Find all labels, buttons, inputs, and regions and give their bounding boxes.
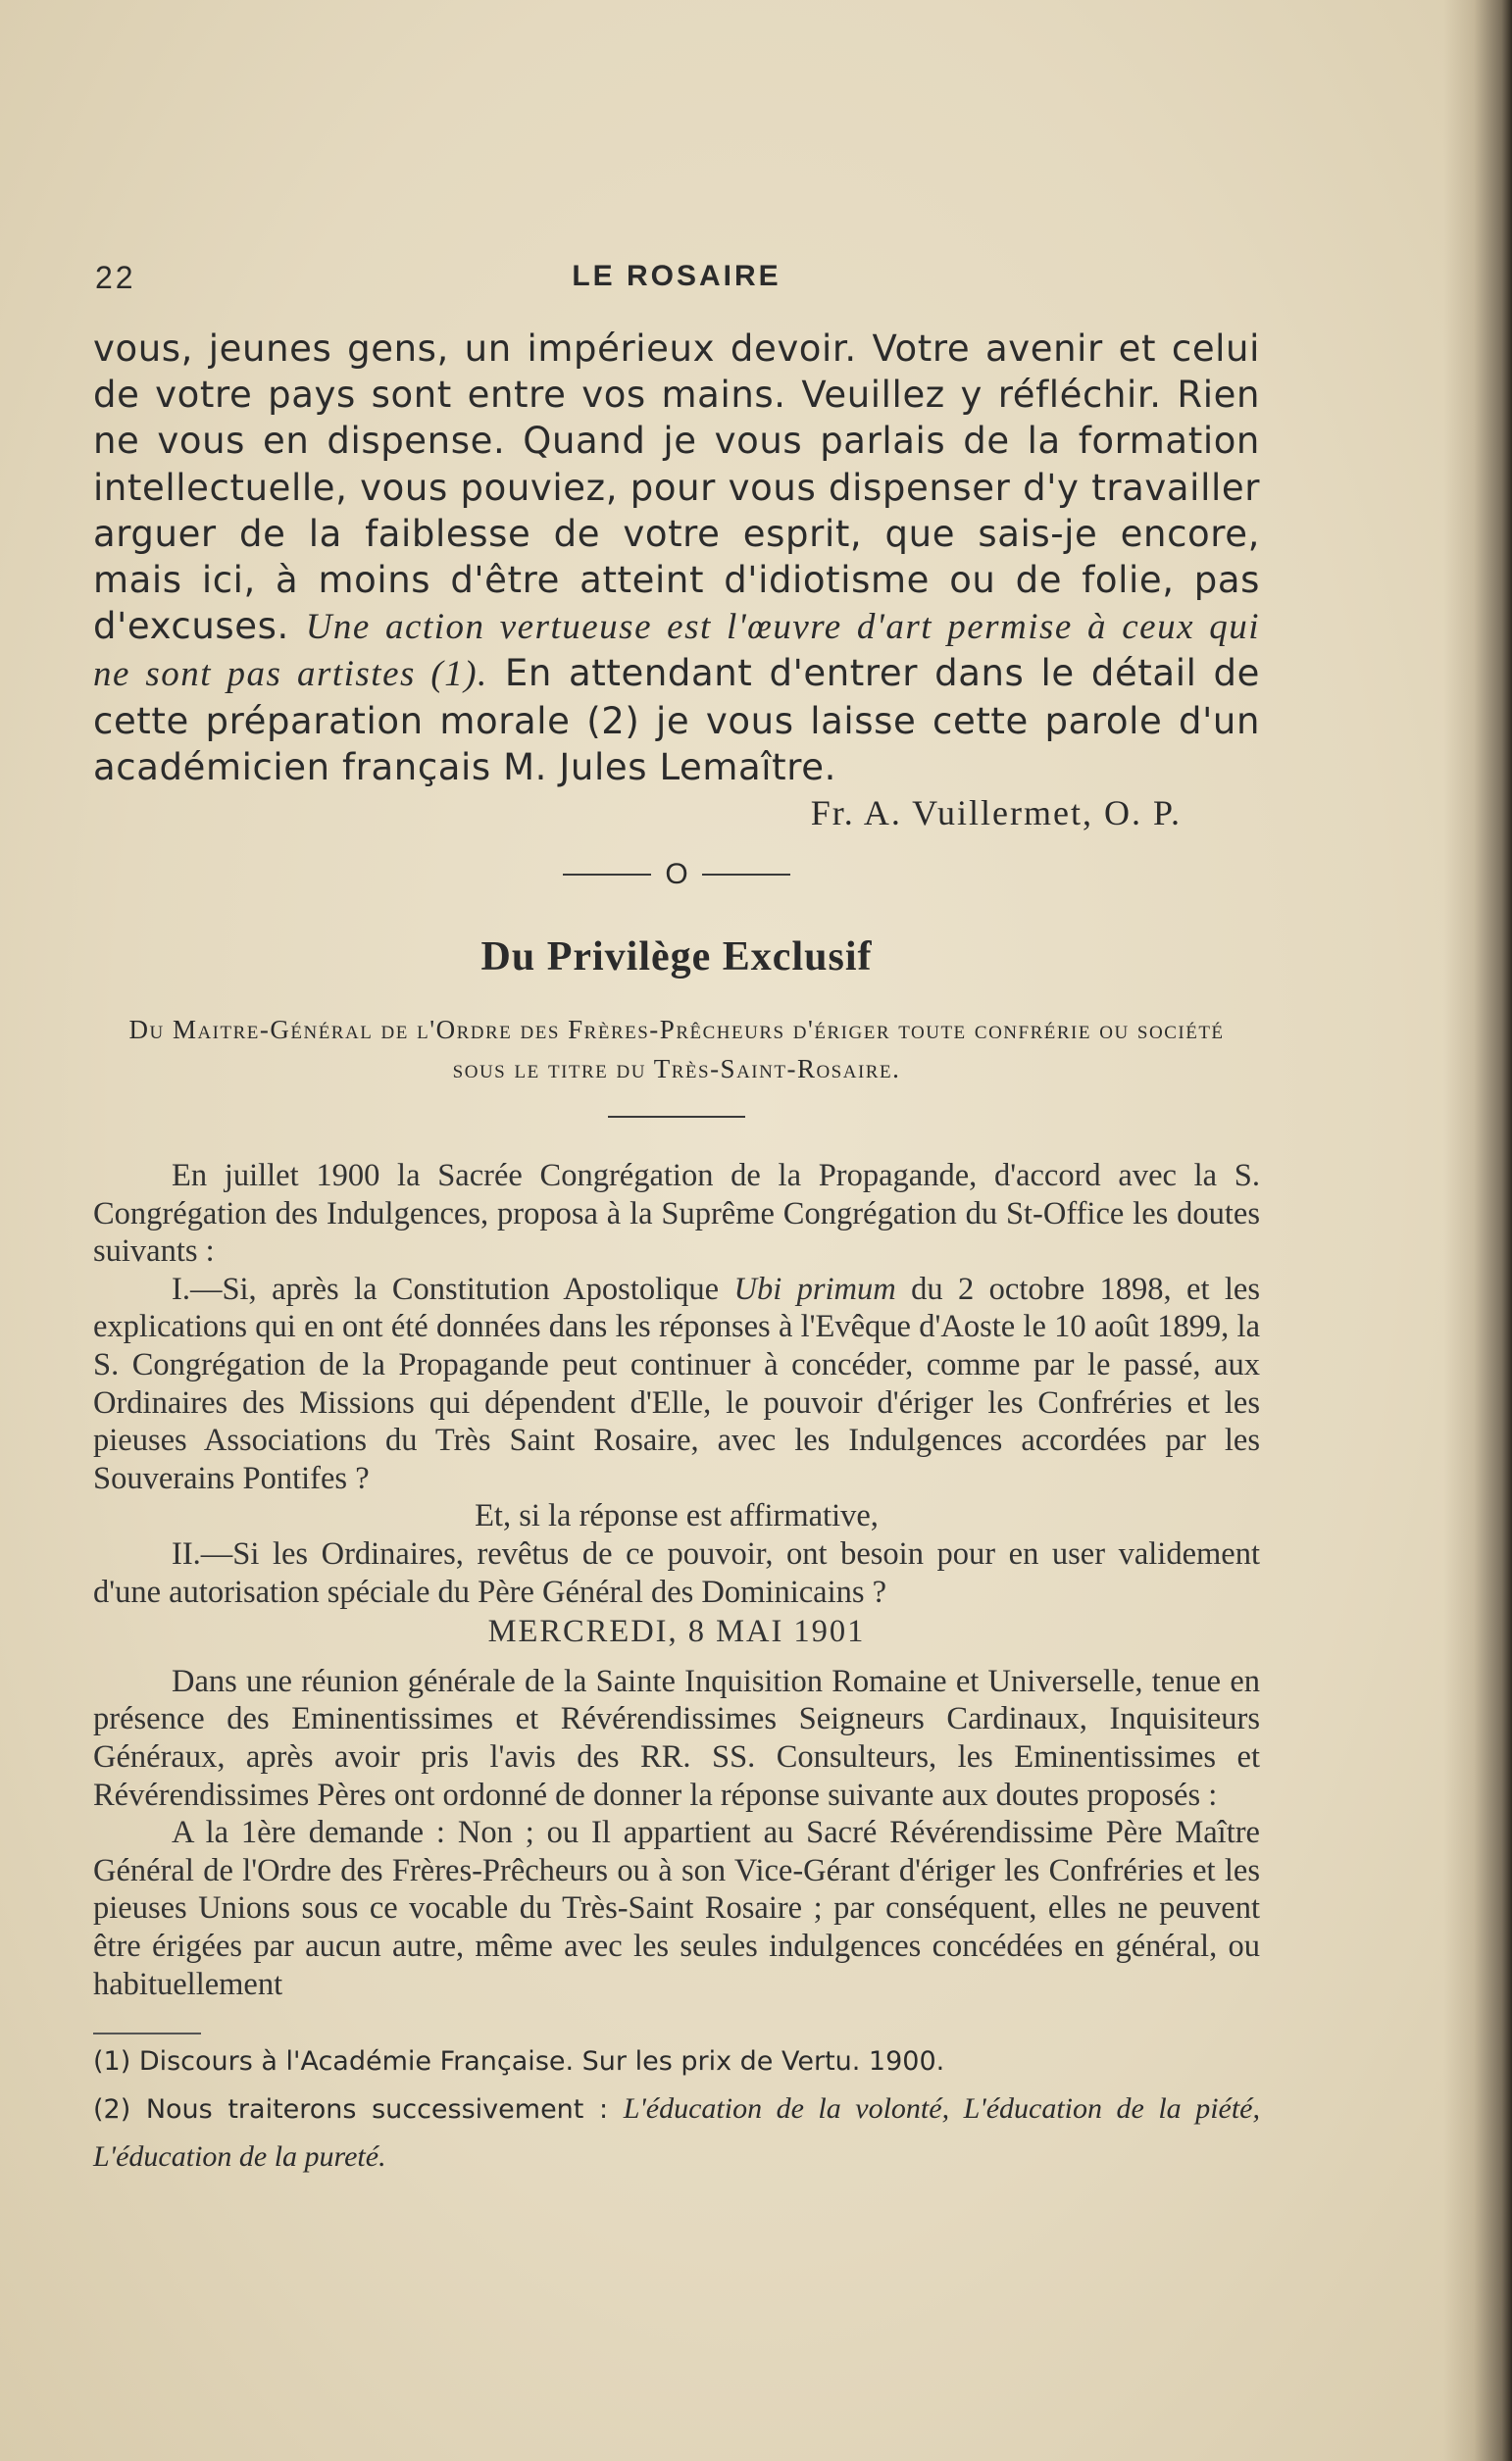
question-1 — [93, 1271, 1260, 1498]
footnote-2-text: (2) Nous traiterons successivement : — [93, 2094, 624, 2126]
title-rule — [608, 1116, 745, 1118]
section-separator — [93, 855, 1260, 894]
date-heading: MERCREDI, 8 MAI 1901 — [487, 1614, 866, 1650]
article-body — [93, 1157, 1260, 2003]
body-paragraph-3: A la 1ère demande : Non ; ou Il appartient au Sacré Révérendissime Père Maître Général de l'Ordre des Frères-Prêcheurs ou à son Vice-Gérant d'ériger les Confréries et les pieuses Unions sous ce vocable du Très-Saint Rosaire ; par conséquent, elles ne peuvent être érigées par aucun autre, même avec les seules indulgences concédées en général, ou habituellement — [93, 1815, 1260, 2002]
article-title: Du Privilège Exclusif — [480, 934, 873, 980]
separator-rule-left — [563, 874, 651, 876]
page — [93, 245, 1260, 2182]
body-paragraph-1: En juillet 1900 la Sacrée Congrégation de la Propagande, d'accord avec la S. Congrégation des Indulgences, proposa à la Suprême Congrégation du St-Office les doutes suivants : — [93, 1158, 1260, 1270]
footnote-2-italic: L'éducation de la volonté, L'éducation de la piété, L'éducation de la pureté. — [93, 2092, 1260, 2174]
lead-text-1: vous, jeunes gens, un impérieux devoir. Votre avenir et celui de votre pays sont entre vos mains. Veuillez y réfléchir. Rien ne vous en dispense. Quand je vous parlais de la formation intellectuelle, vous pouviez, pour vous dispenser d'y travailler arguer de la faiblesse de votre esprit, que sais-je encore, mais ici, à moins d'être atteint d'idiotisme ou de folie, pas d'excuses. — [93, 327, 1260, 648]
author-signature: Fr. A. Vuillermet, O. P. — [810, 793, 1182, 833]
separator-rule-right — [702, 874, 790, 876]
page-header — [93, 245, 1260, 314]
page-number: 22 — [95, 260, 136, 295]
question-1-text-b: du 2 octobre 1898, et les explications qui en ont été données dans les réponses à l'Evêque d'Aoste le 10 août 1899, la S. Congrégation de la Propagande peut continuer à concéder, comme par le passé, aux Ordinaires des Missions qui dépendent d'Elle, le pouvoir d'ériger les Confréries et les pieuses Associations du Très Saint Rosaire, avec les Indulgences accordées par les Souverains Pontifes ? — [93, 1271, 1260, 1496]
question-1-text-a: I.—Si, après la Constitution Apostolique — [172, 1271, 734, 1307]
lead-paragraph — [93, 326, 1260, 790]
question-1-italic: Ubi primum — [733, 1271, 896, 1307]
footnote-2 — [93, 2085, 1260, 2182]
lead-italic-quote: Une action vertueuse est l'œuvre d'art permise à ceux qui ne sont pas artistes (1). — [93, 607, 1260, 695]
question-1-followup: Et, si la réponse est affirmative, — [475, 1498, 879, 1534]
footnotes — [93, 2038, 1260, 2182]
book-gutter-shadow — [1443, 0, 1512, 2461]
separator-mark: O — [665, 858, 688, 891]
lead-text-2: En attendant d'entrer dans le détail de cette préparation morale (2) je vous laisse cette parole d'un académicien français M. Jules Lemaître. — [93, 652, 1260, 788]
article-subtitle: Du Maitre-Général de l'Ordre des Frères-Prêcheurs d'ériger toute confrérie ou société sous le titre du Très-Saint-Rosaire. — [128, 1015, 1225, 1084]
running-title: LE ROSAIRE — [572, 260, 781, 292]
footnote-rule — [93, 2033, 201, 2034]
body-paragraph-2: Dans une réunion générale de la Sainte Inquisition Romaine et Universelle, tenue en présence des Eminentissimes et Révérendissimes Seigneurs Cardinaux, Inquisiteurs Généraux, après avoir pris l'avis des RR. SS. Consulteurs, les Eminentissimes et Révérendissimes Pères ont ordonné de donner la réponse suivante aux doutes proposés : — [93, 1663, 1260, 1813]
question-2: II.—Si les Ordinaires, revêtus de ce pouvoir, ont besoin pour en user validement d'une autorisation spéciale du Père Général des Dominicains ? — [93, 1535, 1260, 1610]
footnote-1: (1) Discours à l'Académie Française. Sur les prix de Vertu. 1900. — [93, 2046, 945, 2078]
